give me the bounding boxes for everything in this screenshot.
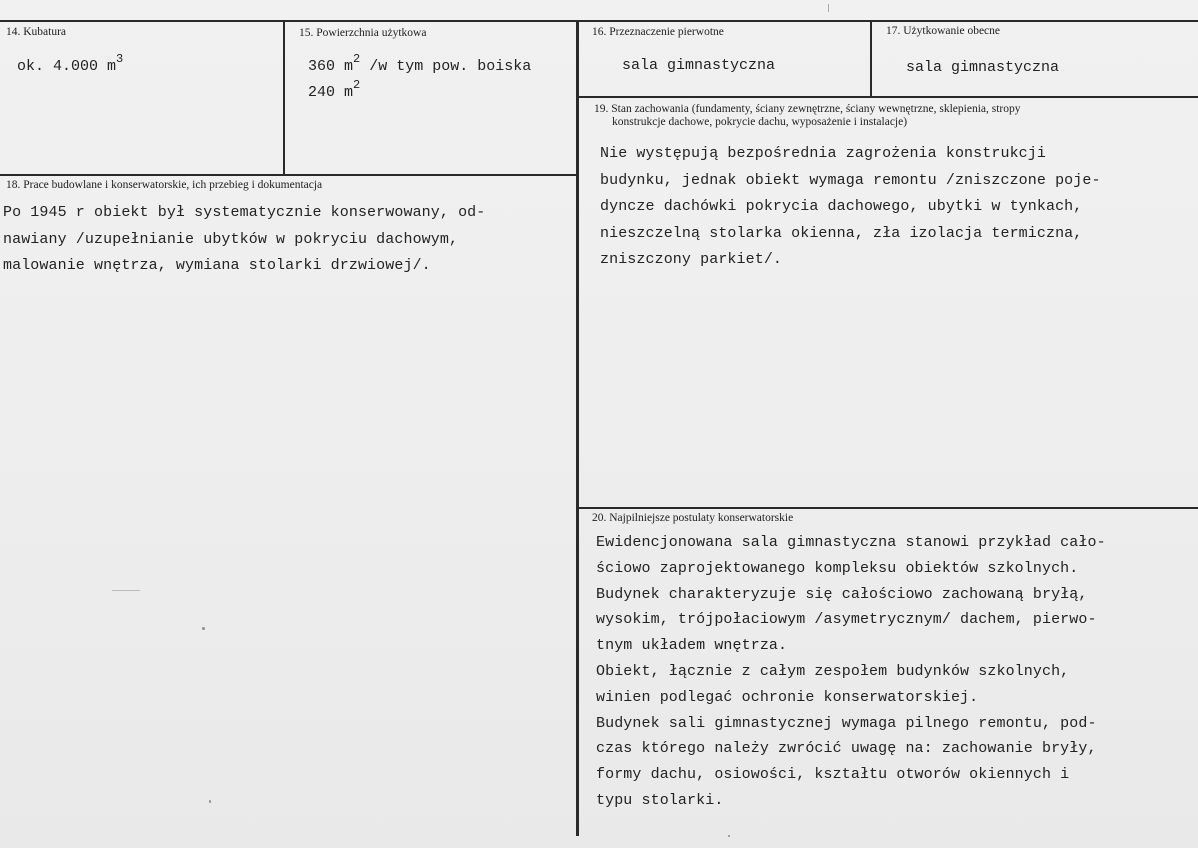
divider-above-18 <box>0 174 578 176</box>
text-line: Budynek sali gimnastycznej wymaga pilnego remontu, pod- <box>596 714 1097 732</box>
field-15-area-note: /w tym pow. boiska <box>360 58 532 75</box>
field-15-line-2 <box>308 80 360 101</box>
field-15-area-pitch: 240 m <box>308 84 354 101</box>
field-15-area-total: 360 m <box>308 58 354 75</box>
text-line: tnym układem wnętrza. <box>596 637 788 655</box>
scan-speck <box>202 627 205 630</box>
text-line: nieszczelną stolarka okienna, zła izolacja termiczna, <box>600 224 1083 242</box>
field-14-value-exponent: 3 <box>116 52 124 66</box>
field-14-value-text: ok. 4.000 m <box>17 58 117 75</box>
field-15-line-1 <box>308 54 531 75</box>
field-20-text <box>596 530 1106 814</box>
divider-above-20 <box>577 507 1198 509</box>
field-14-value <box>17 54 123 75</box>
scan-speck <box>728 835 730 837</box>
field-18-label: 18. Prace budowlane i konserwatorskie, ich przebieg i dokumentacja <box>6 179 323 191</box>
scan-speck <box>828 4 829 12</box>
top-border <box>0 20 1198 22</box>
divider-under-15-16-17 <box>577 96 1198 98</box>
text-line: Ewidencjonowana sala gimnastyczna stanowi przykład cało- <box>596 534 1106 551</box>
field-19-label-line: 19. Stan zachowania (fundamenty, ściany zewnętrzne, ściany wewnętrzne, sklepienia, stropy <box>594 103 1021 115</box>
divider-16-17 <box>870 21 872 97</box>
field-16-value: sala gimnastyczna <box>622 57 776 74</box>
text-line: Po 1945 r obiekt był systematycznie konserwowany, od- <box>3 204 486 221</box>
text-line: budynku, jednak obiekt wymaga remontu /zniszczone poje- <box>600 171 1101 189</box>
field-19-label-line: konstrukcje dachowe, pokrycie dachu, wyposażenie i instalacje) <box>612 116 908 128</box>
field-17-value: sala gimnastyczna <box>906 59 1060 76</box>
main-center-divider <box>576 21 579 836</box>
field-18-text <box>3 200 485 280</box>
field-16-label: 16. Przeznaczenie pierwotne <box>592 26 724 38</box>
text-line: malowanie wnętrza, wymiana stolarki drzwiowej/. <box>3 257 431 274</box>
text-line: zniszczony parkiet/. <box>600 251 783 268</box>
text-line: formy dachu, osiowości, kształtu otworów okiennych i <box>596 766 1070 784</box>
text-line: wysokim, trójpołaciowym /asymetrycznym/ dachem, pierwo- <box>596 611 1097 629</box>
scan-speck <box>209 800 211 803</box>
field-15-area-total-exponent: 2 <box>353 52 361 66</box>
field-19-label <box>594 103 1021 129</box>
field-15-area-pitch-exponent: 2 <box>353 78 361 92</box>
field-15-label: 15. Powierzchnia użytkowa <box>299 27 427 39</box>
text-line: Budynek charakteryzuje się całościowo zachowaną bryłą, <box>596 585 1088 603</box>
text-line: Nie występują bezpośrednia zagrożenia konstrukcji <box>600 145 1046 162</box>
text-line: Obiekt, łącznie z całym zespołem budynków szkolnych, <box>596 662 1070 680</box>
field-20-label: 20. Najpilniejsze postulaty konserwatorskie <box>592 512 794 524</box>
text-line: dyncze dachówki pokrycia dachowego, ubytki w tynkach, <box>600 198 1083 215</box>
text-line: nawiany /uzupełnianie ubytków w pokryciu dachowym, <box>3 230 459 248</box>
text-line: ściowo zaprojektowanego kompleksu obiektów szkolnych. <box>596 559 1079 577</box>
field-19-text <box>600 141 1101 274</box>
divider-14-15 <box>283 21 285 175</box>
text-line: winien podlegać ochronie konserwatorskiej. <box>596 688 979 706</box>
scan-speck <box>112 590 140 591</box>
text-line: czas którego należy zwrócić uwagę na: zachowanie bryły, <box>596 740 1097 758</box>
field-14-label: 14. Kubatura <box>6 26 67 38</box>
text-line: typu stolarki. <box>596 791 724 809</box>
field-17-label: 17. Użytkowanie obecne <box>886 25 1001 37</box>
